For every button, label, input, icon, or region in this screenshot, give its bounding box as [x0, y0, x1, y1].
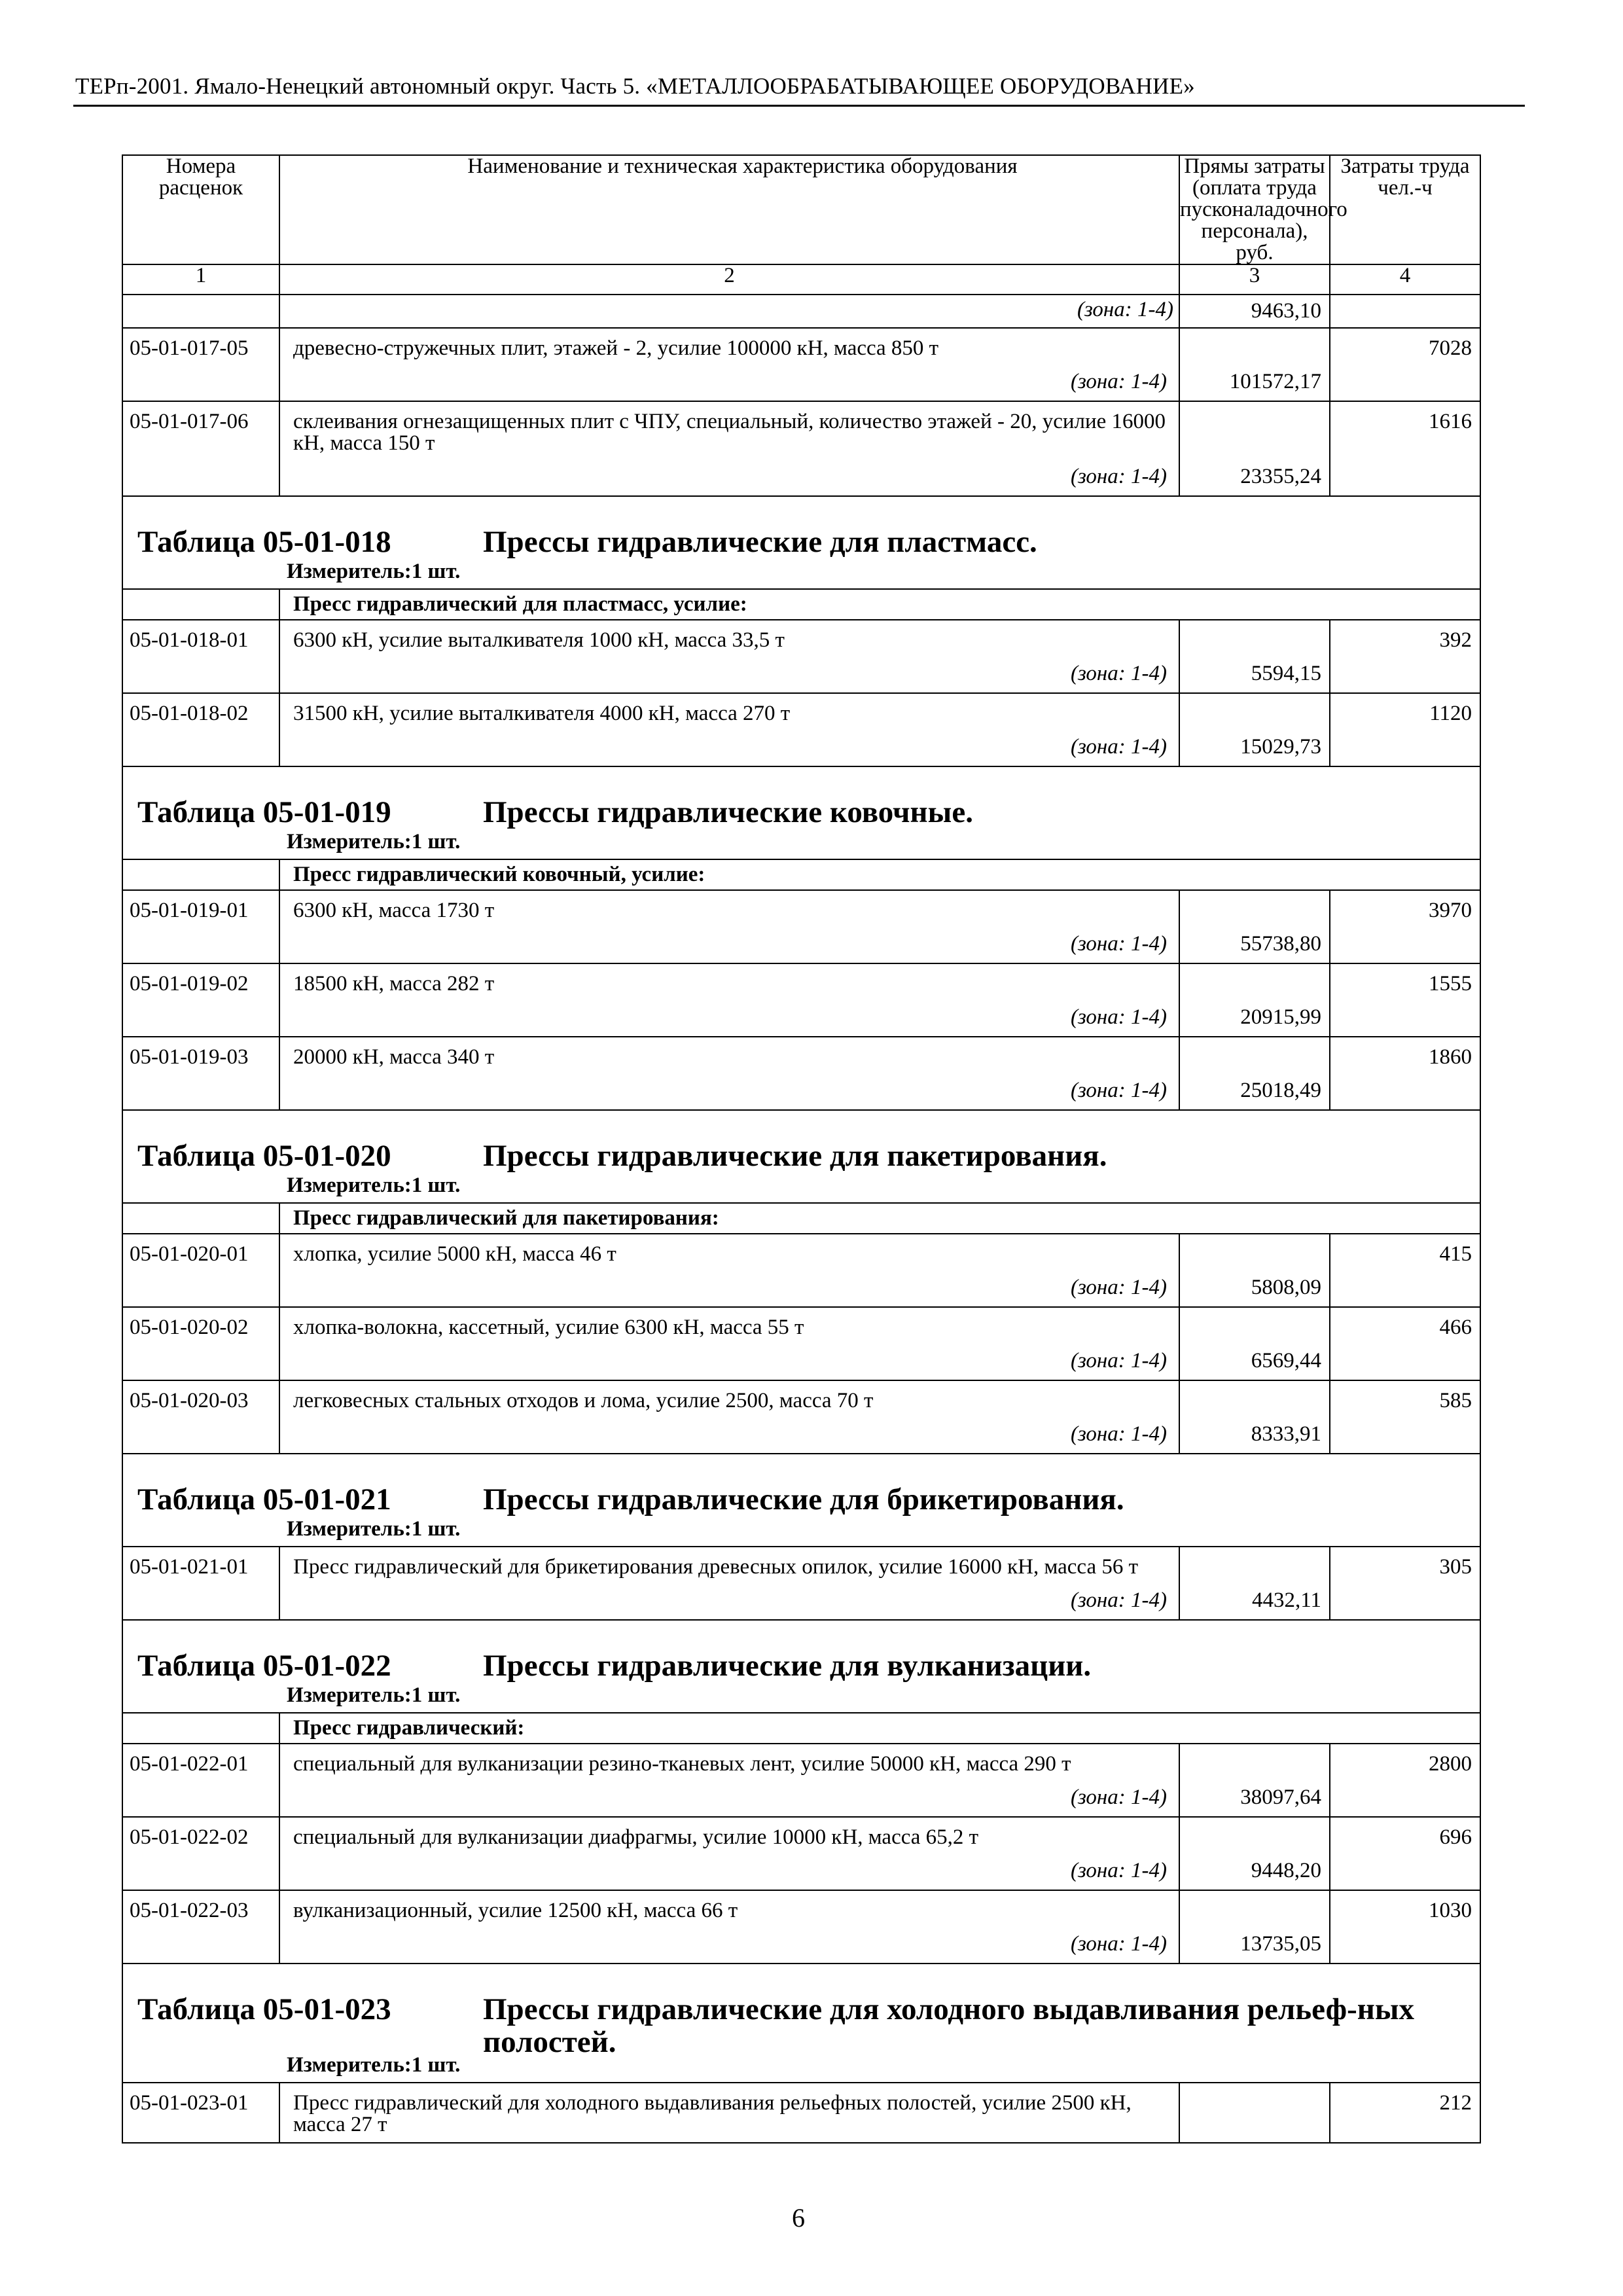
table-row	[122, 401, 1480, 496]
table-row	[122, 2083, 1480, 2143]
column-header-row	[122, 155, 1480, 264]
table-row	[122, 1037, 1480, 1110]
description-text: 6300 кН, усилие выталкивателя 1000 кН, масса 33,5 т	[293, 628, 785, 652]
direct-cost: 101572,17	[1229, 370, 1321, 393]
table-title: Прессы гидравлические для пластмасс.	[483, 525, 1037, 559]
zone-label: (зона: 1-4)	[1070, 1079, 1167, 1102]
direct-cost: 5808,09	[1251, 1276, 1321, 1299]
measure-unit: Измеритель:1 шт.	[287, 830, 461, 853]
table-section-header	[122, 1620, 1480, 1713]
direct-cost-cell	[1179, 1234, 1330, 1307]
measure-unit: Измеритель:1 шт.	[287, 560, 461, 583]
rate-code: 05-01-019-02	[122, 963, 279, 1037]
direct-cost: 15029,73	[1240, 735, 1321, 759]
subgroup-title: Пресс гидравлический для пакетирования:	[279, 1203, 1480, 1234]
labor-cost: 696	[1330, 1817, 1480, 1890]
labor-cost: 1030	[1330, 1890, 1480, 1964]
equipment-description	[279, 1744, 1179, 1817]
col-num: 1	[122, 264, 279, 295]
table-row	[122, 1380, 1480, 1454]
rate-code: 05-01-023-01	[122, 2083, 279, 2143]
zone-label: (зона: 1-4)	[1070, 662, 1167, 685]
direct-cost-cell	[1179, 1744, 1330, 1817]
labor-cost: 585	[1330, 1380, 1480, 1454]
col-num: 4	[1330, 264, 1480, 295]
direct-cost-cell	[1179, 620, 1330, 693]
description-text: склеивания огнезащищенных плит с ЧПУ, специальный, количество этажей - 20, усилие 16000 кН, масса 150 т	[293, 410, 1166, 455]
equipment-description	[279, 1817, 1179, 1890]
col-num: 2	[279, 264, 1179, 295]
table-row	[122, 1307, 1480, 1380]
direct-cost: 9448,20	[1251, 1859, 1321, 1882]
zone-label: (зона: 1-4)	[1070, 1422, 1167, 1446]
labor-cost: 466	[1330, 1307, 1480, 1380]
labor-cost: 392	[1330, 620, 1480, 693]
table-number: Таблица 05-01-023	[137, 1992, 391, 2026]
zone-label: (зона: 1-4)	[1070, 1932, 1167, 1956]
measure-unit: Измеритель:1 шт.	[287, 2053, 461, 2077]
equipment-description	[279, 328, 1179, 401]
table-row	[122, 1744, 1480, 1817]
rate-code: 05-01-018-02	[122, 693, 279, 766]
labor-cost: 212	[1330, 2083, 1480, 2143]
subgroup-row	[122, 859, 1480, 890]
table-row	[122, 620, 1480, 693]
rate-code: 05-01-017-05	[122, 328, 279, 401]
subgroup-row	[122, 589, 1480, 620]
rate-code: 05-01-020-02	[122, 1307, 279, 1380]
zone-label: (зона: 1-4)	[1070, 932, 1167, 956]
rate-code: 05-01-019-03	[122, 1037, 279, 1110]
measure-unit: Измеритель:1 шт.	[287, 1517, 461, 1541]
equipment-description	[279, 1547, 1179, 1620]
zone-label: (зона: 1-4)	[1070, 735, 1167, 759]
description-text: специальный для вулканизации диафрагмы, усилие 10000 кН, масса 65,2 т	[293, 1825, 979, 1849]
direct-cost-cell	[1179, 1307, 1330, 1380]
table-row	[122, 890, 1480, 963]
table-row	[122, 1817, 1480, 1890]
description-text: 20000 кН, масса 340 т	[293, 1045, 495, 1069]
labor-cost: 1860	[1330, 1037, 1480, 1110]
col-header-name: Наименование и техническая характеристика оборудования	[279, 155, 1179, 264]
description-text: Пресс гидравлический для брикетирования древесных опилок, усилие 16000 кН, масса 56 т	[293, 1555, 1139, 1579]
direct-cost-cell	[1179, 2083, 1330, 2143]
direct-cost-cell	[1179, 1817, 1330, 1890]
table-row	[122, 693, 1480, 766]
table-section-header	[122, 1454, 1480, 1547]
rate-code: 05-01-021-01	[122, 1547, 279, 1620]
labor-cost: 415	[1330, 1234, 1480, 1307]
description-text: древесно-стружечных плит, этажей - 2, усилие 100000 кН, масса 850 т	[293, 336, 939, 360]
rate-code: 05-01-022-02	[122, 1817, 279, 1890]
zone-label: (зона: 1-4)	[1070, 465, 1167, 488]
measure-unit: Измеритель:1 шт.	[287, 1174, 461, 1197]
header-rule	[73, 105, 1525, 107]
labor-cost: 3970	[1330, 890, 1480, 963]
direct-cost: 55738,80	[1240, 932, 1321, 956]
labor-cost: 1616	[1330, 401, 1480, 496]
column-number-row	[122, 264, 1480, 295]
col-header-codes: Номера расценок	[122, 155, 279, 264]
carry-over-row	[122, 295, 1480, 328]
zone-label: (зона: 1-4)	[1070, 1276, 1167, 1299]
direct-cost-cell	[1179, 693, 1330, 766]
page-number: 6	[792, 2203, 805, 2233]
col-header-direct-cost: Прямы затраты (оплата труда пусконаладочного персонала), руб.	[1180, 154, 1347, 264]
subgroup-title: Пресс гидравлический:	[279, 1713, 1480, 1744]
description-text: 6300 кН, масса 1730 т	[293, 899, 495, 922]
table-row	[122, 1234, 1480, 1307]
description-text: 18500 кН, масса 282 т	[293, 972, 495, 996]
equipment-description	[279, 963, 1179, 1037]
rate-code: 05-01-019-01	[122, 890, 279, 963]
description-text: Пресс гидравлический для холодного выдавливания рельефных полостей, усилие 2500 кН, масса 27 т	[293, 2091, 1132, 2136]
direct-cost: 5594,15	[1251, 662, 1321, 685]
table-section-header	[122, 1110, 1480, 1203]
equipment-description	[279, 1890, 1179, 1964]
col-header-labor: Затраты труда чел.-ч	[1330, 155, 1480, 264]
table-section-header	[122, 766, 1480, 859]
rate-code: 05-01-022-03	[122, 1890, 279, 1964]
equipment-description	[279, 1234, 1179, 1307]
direct-cost-cell	[1179, 1547, 1330, 1620]
table-title: Прессы гидравлические ковочные.	[483, 795, 973, 829]
labor-cost: 1555	[1330, 963, 1480, 1037]
description-text: 31500 кН, усилие выталкивателя 4000 кН, масса 270 т	[293, 702, 791, 725]
rate-code: 05-01-020-03	[122, 1380, 279, 1454]
table-title: Прессы гидравлические для вулканизации.	[483, 1649, 1092, 1683]
col-num: 3	[1179, 264, 1330, 295]
direct-cost-cell	[1179, 1380, 1330, 1454]
equipment-description	[279, 401, 1179, 496]
description-text: хлопка-волокна, кассетный, усилие 6300 кН, масса 55 т	[293, 1316, 804, 1339]
running-header: ТЕРп-2001. Ямало-Ненецкий автономный округ. Часть 5. «МЕТАЛЛООБРАБАТЫВАЮЩЕЕ ОБОРУДОВАНИЕ»	[75, 73, 1195, 99]
direct-cost-cell	[1179, 328, 1330, 401]
equipment-description	[279, 1307, 1179, 1380]
rate-code: 05-01-017-06	[122, 401, 279, 496]
rate-code: 05-01-022-01	[122, 1744, 279, 1817]
table-number: Таблица 05-01-021	[137, 1482, 391, 1516]
labor-cost: 1120	[1330, 693, 1480, 766]
zone-label: (зона: 1-4)	[1070, 1859, 1167, 1882]
direct-cost: 9463,10	[1251, 299, 1321, 323]
table-number: Таблица 05-01-018	[137, 525, 391, 559]
direct-cost-cell	[1179, 890, 1330, 963]
direct-cost-cell	[1179, 401, 1330, 496]
direct-cost: 38097,64	[1240, 1785, 1321, 1809]
table-row	[122, 1890, 1480, 1964]
table-section-header	[122, 1964, 1480, 2083]
direct-cost-cell	[1179, 1890, 1330, 1964]
table-row	[122, 1547, 1480, 1620]
rate-code: 05-01-020-01	[122, 1234, 279, 1307]
zone-label: (зона: 1-4)	[1070, 370, 1167, 393]
labor-cost: 7028	[1330, 328, 1480, 401]
direct-cost: 8333,91	[1251, 1422, 1321, 1446]
direct-cost: 25018,49	[1240, 1079, 1321, 1102]
direct-cost: 6569,44	[1251, 1349, 1321, 1372]
description-text: легковесных стальных отходов и лома, усилие 2500, масса 70 т	[293, 1389, 874, 1412]
labor-cost: 305	[1330, 1547, 1480, 1620]
price-table	[122, 154, 1481, 2144]
description-text: хлопка, усилие 5000 кН, масса 46 т	[293, 1242, 616, 1266]
equipment-description	[279, 620, 1179, 693]
zone-label: (зона: 1-4)	[1070, 1588, 1167, 1612]
rate-code: 05-01-018-01	[122, 620, 279, 693]
direct-cost: 4432,11	[1251, 1588, 1321, 1612]
direct-cost-cell	[1179, 963, 1330, 1037]
description-text: специальный для вулканизации резино-тканевых лент, усилие 50000 кН, масса 290 т	[293, 1752, 1071, 1776]
table-title: Прессы гидравлические для пакетирования.	[483, 1139, 1107, 1173]
equipment-description	[279, 890, 1179, 963]
table-row	[122, 328, 1480, 401]
direct-cost: 13735,05	[1240, 1932, 1321, 1956]
table-row	[122, 963, 1480, 1037]
subgroup-row	[122, 1203, 1480, 1234]
labor-cost: 2800	[1330, 1744, 1480, 1817]
table-section-header	[122, 496, 1480, 589]
zone-label: (зона: 1-4)	[1070, 1785, 1167, 1809]
zone-label: (зона: 1-4)	[1070, 1005, 1167, 1029]
zone-label: (зона: 1-4)	[1070, 1349, 1167, 1372]
table-title: Прессы гидравлические для холодного выдавливания рельеф-ных полостей.	[483, 1992, 1415, 2059]
table-title: Прессы гидравлические для брикетирования.	[483, 1482, 1124, 1516]
equipment-description	[279, 1380, 1179, 1454]
equipment-description	[279, 693, 1179, 766]
equipment-description	[279, 1037, 1179, 1110]
direct-cost: 23355,24	[1240, 465, 1321, 488]
equipment-description	[279, 2083, 1179, 2143]
zone-label: (зона: 1-4)	[1077, 298, 1173, 321]
table-number: Таблица 05-01-020	[137, 1139, 391, 1173]
description-text: вулканизационный, усилие 12500 кН, масса 66 т	[293, 1899, 738, 1922]
measure-unit: Измеритель:1 шт.	[287, 1683, 461, 1707]
subgroup-row	[122, 1713, 1480, 1744]
table-number: Таблица 05-01-022	[137, 1649, 391, 1683]
subgroup-title: Пресс гидравлический для пластмасс, усилие:	[279, 589, 1480, 620]
table-number: Таблица 05-01-019	[137, 795, 391, 829]
direct-cost: 20915,99	[1240, 1005, 1321, 1029]
subgroup-title: Пресс гидравлический ковочный, усилие:	[279, 859, 1480, 890]
direct-cost-cell	[1179, 1037, 1330, 1110]
